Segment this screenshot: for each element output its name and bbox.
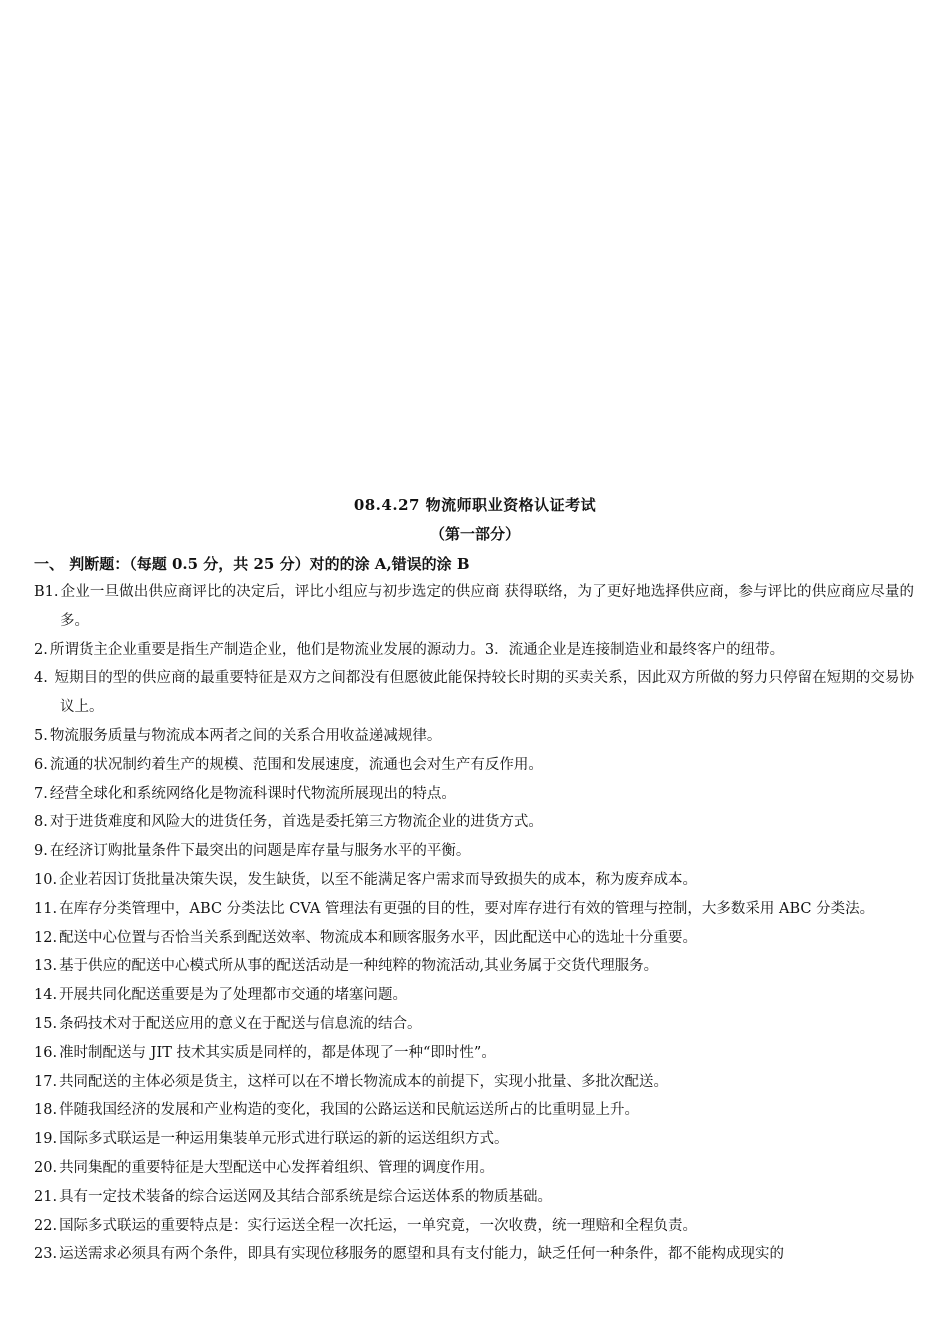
question-text: 经营全球化和系统网络化是物流科课时代物流所展现出的特点。 [49, 785, 456, 802]
question-item [34, 636, 914, 665]
question-number: 7. [34, 785, 48, 802]
question-number: 4. [34, 670, 48, 687]
question-number: 15. [34, 1015, 58, 1032]
question-text: 开展共同化配送重要是为了处理都市交通的堵塞问题。 [59, 987, 408, 1004]
question-number: 12. [34, 929, 58, 946]
question-item [34, 1125, 914, 1154]
question-text: 短期目的型的供应商的最重要特征是双方之间都没有但愿彼此能保持较长时期的买卖关系，因此双方所做的努力只停留在短期的交易协议上。 [49, 670, 914, 716]
document-title: 08.4.27 物流师职业资格认证考试 [353, 496, 597, 514]
question-text: 在库存分类管理中，ABC 分类法比 CVA 管理法有更强的目的性，要对库存进行有效的管理与控制，大多数采用 ABC 分类法。 [59, 900, 875, 917]
question-item [34, 1010, 914, 1039]
question-number: 20. [34, 1159, 58, 1176]
question-item [34, 1269, 914, 1298]
question-number: 19. [34, 1131, 58, 1148]
document-subtitle: （第一部分） [429, 525, 520, 543]
question-item [34, 751, 914, 780]
question-item [34, 578, 914, 636]
question-list [34, 578, 914, 1298]
question-number: 16. [34, 1044, 58, 1061]
question-number: 13. [34, 958, 58, 975]
question-text: 共同配送的主体必须是货主，这样可以在不增长物流成本的前提下，实现小批量、多批次配送。 [59, 1073, 669, 1090]
question-text: 基于供应的配送中心模式所从事的配送活动是一种纯粹的物流活动,其业务属于交货代理服务。 [59, 958, 659, 975]
question-number: 2. [34, 641, 48, 658]
question-item [34, 981, 914, 1010]
question-item [34, 808, 914, 837]
question-item [34, 866, 914, 895]
question-item [34, 1240, 914, 1269]
question-item [34, 1212, 914, 1241]
question-item [34, 895, 914, 924]
question-text: 共同集配的重要特征是大型配送中心发挥着组织、管理的调度作用。 [59, 1159, 495, 1176]
question-number: 18. [34, 1102, 58, 1119]
question-item [34, 722, 914, 751]
question-text: 条码技术对于配送应用的意义在于配送与信息流的结合。 [59, 1015, 422, 1032]
question-item [34, 1068, 914, 1097]
question-item [34, 1039, 914, 1068]
question-text: 国际多式联运的重要特点是：实行运送全程一次托运，一单究竟，一次收费，统一理赔和全程负责。 [59, 1217, 698, 1234]
question-text: 企业若因订货批量决策失误，发生缺货，以至不能满足客户需求而导致损失的成本，称为废弃成本。 [59, 871, 698, 888]
question-number: 23. [34, 1246, 58, 1263]
question-text: 国际多式联运是一种运用集装单元形式进行联运的新的运送组织方式。 [59, 1131, 509, 1148]
question-text: 流通的状况制约着生产的规模、范围和发展速度，流通也会对生产有反作用。 [49, 756, 543, 773]
question-number: 6. [34, 756, 48, 773]
question-number: 5. [34, 727, 48, 744]
question-number: 10. [34, 871, 58, 888]
question-text: 准时制配送与 JIT 技术其实质是同样的，都是体现了一种“即时性”。 [59, 1044, 496, 1061]
question-number: 9. [34, 843, 48, 860]
question-number: B1. [34, 584, 59, 600]
question-item [34, 1183, 914, 1212]
question-item [34, 952, 914, 981]
question-text: 物流服务质量与物流成本两者之间的关系合用收益递减规律。 [49, 727, 442, 744]
question-number: 14. [34, 987, 58, 1004]
section-heading: 一、 判断题：（每题 0.5 分，共 25 分）对的的涂 A,错误的涂 B [34, 555, 470, 573]
question-text: 对于进货难度和风险大的进货任务，首选是委托第三方物流企业的进货方式。 [49, 814, 543, 831]
question-item [34, 837, 914, 866]
question-item [34, 780, 914, 809]
question-number: 17. [34, 1073, 58, 1090]
question-text: 在经济订购批量条件下最突出的问题是库存量与服务水平的平衡。 [49, 843, 471, 860]
question-text: 伴随我国经济的发展和产业构造的变化，我国的公路运送和民航运送所占的比重明显上升。 [59, 1102, 640, 1119]
question-text: 运送需求必须具有两个条件，即具有实现位移服务的愿望和具有支付能力，缺乏任何一种条件，都不能构成现实的 [59, 1246, 785, 1263]
question-item [34, 1154, 914, 1183]
question-text: 所谓货主企业重要是指生产制造企业，他们是物流业发展的源动力。3．流通企业是连接制造业和最终客户的纽带。 [49, 641, 785, 658]
question-number: 8. [34, 814, 48, 831]
question-item [34, 1096, 914, 1125]
question-number: 21. [34, 1188, 58, 1205]
question-item [34, 924, 914, 953]
question-number: 22. [34, 1217, 58, 1234]
question-text: 配送中心位置与否恰当关系到配送效率、物流成本和顾客服务水平，因此配送中心的选址十分重要。 [59, 929, 698, 946]
question-number: 11. [34, 900, 58, 917]
question-text: 企业一旦做出供应商评比的决定后，评比小组应与初步选定的供应商 获得联络，为了更好地选择供应商，参与评比的供应商应尽量的多。 [60, 584, 914, 629]
question-item [34, 664, 914, 722]
question-text: 具有一定技术装备的综合运送网及其结合部系统是综合运送体系的物质基础。 [59, 1188, 553, 1205]
